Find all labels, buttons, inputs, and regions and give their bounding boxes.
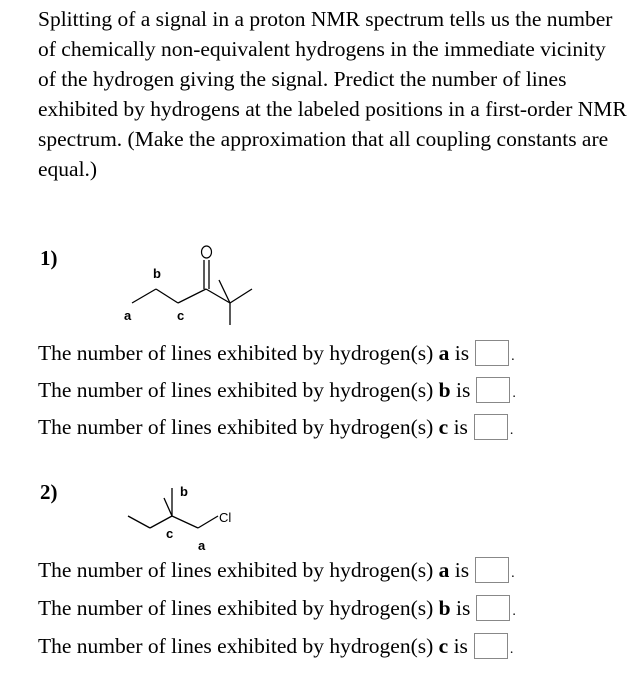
label-c: c — [177, 308, 185, 323]
problem-intro: Splitting of a signal in a proton NMR spectrum tells us the number of chemically non-equivalent hydrogens in the immediate vicinity of the hydrogen giving the signal. Predict the number of lines exhibited by hydrogens at the labeled positions in a first-order NMR spectrum. (Make the approximation that all coupling constants are equal.) — [38, 7, 627, 181]
answer-input-2c[interactable] — [474, 633, 508, 659]
answer-input-1a[interactable] — [475, 340, 509, 366]
question-1a: The number of lines exhibited by hydrogen(s) a is . — [38, 341, 515, 365]
answer-input-2b[interactable] — [476, 595, 510, 621]
problem-1-structure — [118, 240, 268, 335]
label-cl: Cl — [219, 510, 232, 525]
label-b: b — [180, 484, 188, 499]
question-1c: The number of lines exhibited by hydrogen(s) c is . — [38, 415, 514, 439]
problem-1-number: 1) — [40, 246, 58, 270]
label-a: a — [124, 308, 132, 323]
question-2c: The number of lines exhibited by hydrogen(s) c is . — [38, 634, 514, 658]
answer-input-1b[interactable] — [476, 377, 510, 403]
problem-2-structure — [118, 474, 248, 559]
answer-input-2a[interactable] — [475, 557, 509, 583]
answer-input-1c[interactable] — [474, 414, 508, 440]
question-2b: The number of lines exhibited by hydrogen(s) b is . — [38, 596, 516, 620]
question-1b: The number of lines exhibited by hydrogen(s) b is . — [38, 378, 516, 402]
label-b: b — [153, 266, 161, 281]
label-a: a — [198, 538, 206, 553]
question-2a: The number of lines exhibited by hydrogen(s) a is . — [38, 558, 515, 582]
problem-2-number: 2) — [40, 480, 58, 504]
label-c: c — [166, 526, 174, 541]
